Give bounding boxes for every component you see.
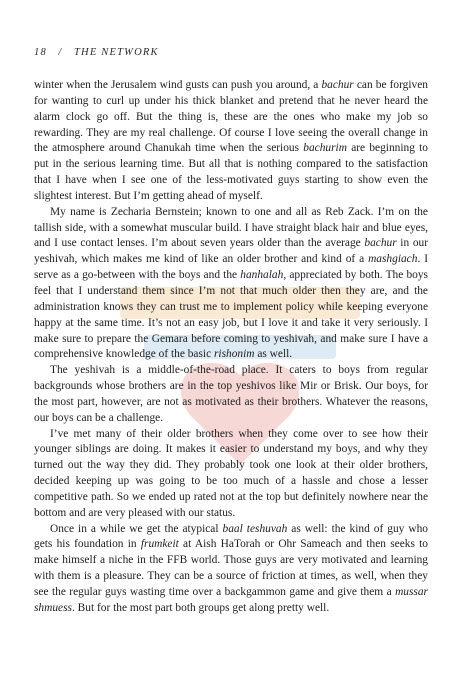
text-run: are beginning to put in the serious learning time. But all that is nothing compared to the satisfaction that I have when I see one of the less-motivated guys starting to show even the slightest interest. But I’m getting ahead of myself.	[34, 142, 428, 202]
paragraph	[34, 205, 428, 363]
italic-term: mussar shmuess	[34, 586, 428, 614]
running-title: THE NETWORK	[74, 47, 159, 58]
italic-term: bachur	[321, 79, 354, 91]
paragraph	[34, 427, 428, 522]
text-run: . I serve as a go-between with the boys and the	[34, 253, 428, 282]
italic-term: rishonim	[213, 348, 255, 361]
italic-term: frumkeit	[140, 538, 179, 551]
text-run: Once in a while we get the atypical	[50, 522, 223, 535]
paragraph	[34, 522, 428, 617]
running-head	[34, 47, 159, 58]
italic-term: hanhalah	[240, 269, 284, 282]
page-number: 18	[34, 47, 47, 58]
text-run: as well: the kind of guy who gets his foundation in	[34, 522, 429, 551]
italic-term: bachur	[364, 237, 397, 250]
italic-term: bachurim	[303, 142, 347, 155]
text-run: as well.	[254, 348, 293, 361]
text-run: at Aish HaTorah or Ohr Sameach and then seeks to make himself a niche in the FFB world. Those guys are very motivated and learning with them is a pleasure. They can be a source of friction at times, as well, when they see the regular guys wasting time over a backgammon game and give them a	[34, 538, 428, 598]
paragraph	[34, 363, 428, 426]
text-run: The yeshivah is a middle-of-the-road place. It caters to boys from regular backgrounds whose brothers are in the top yeshivos like Mir or Brisk. Our boys, for the most part, however, are not as motivated as their brothers. Whatever the reasons, our boys can be a challenge.	[34, 364, 428, 424]
italic-term: baal teshuvah	[222, 522, 288, 535]
text-run: can be forgiven for wanting to curl up under his thick blanket and pretend that he never heard the alarm clock go off. But the thing is, these are the ones who make my job so rewarding. They are my real challenge. Of course I love seeing the overall change in the atmosphere around Chanukah time when the serious	[34, 79, 428, 155]
text-run: winter when the Jerusalem wind gusts can push you around, a	[34, 79, 322, 91]
body-text	[34, 78, 428, 617]
paragraph	[34, 78, 428, 205]
text-run: . But for the most part both groups get along pretty well.	[71, 601, 330, 614]
running-head-separator: /	[58, 47, 63, 58]
text-run: , appreciated by both. The boys feel that I understand them since I’m not that much older then they are, and the administration knows they can trust me to implement policy while keeping everyone happy at the same time. It’s not an easy job, but I love it and take it very seriously. I make sure to prepare the Gemara before coming to yeshivah, and make sure I have a comprehensive knowledge of the basic	[34, 269, 428, 361]
italic-term: mashgiach	[368, 253, 418, 266]
text-run: My name is Zecharia Bernstein; known to one and all as Reb Zack. I’m on the tallish side, with a somewhat muscular build. I have straight black hair and blue eyes, and I use contact lenses. I’m about seven years older than the average	[34, 205, 428, 250]
text-run: I’ve met many of their older brothers when they come over to see how their younger siblings are doing. It makes it easier to understand my boys, and why they turned out the way they did. They probably took one look at their older brothers, decided keeping up was going to be too much of a hassle and chose a lesser competitive path. So we ended up rated not at the top but definitely nowhere near the bottom and are very pleased with our status.	[34, 427, 428, 519]
text-run: in our yeshivah, which makes me kind of like an older brother and kind of a	[34, 237, 428, 266]
